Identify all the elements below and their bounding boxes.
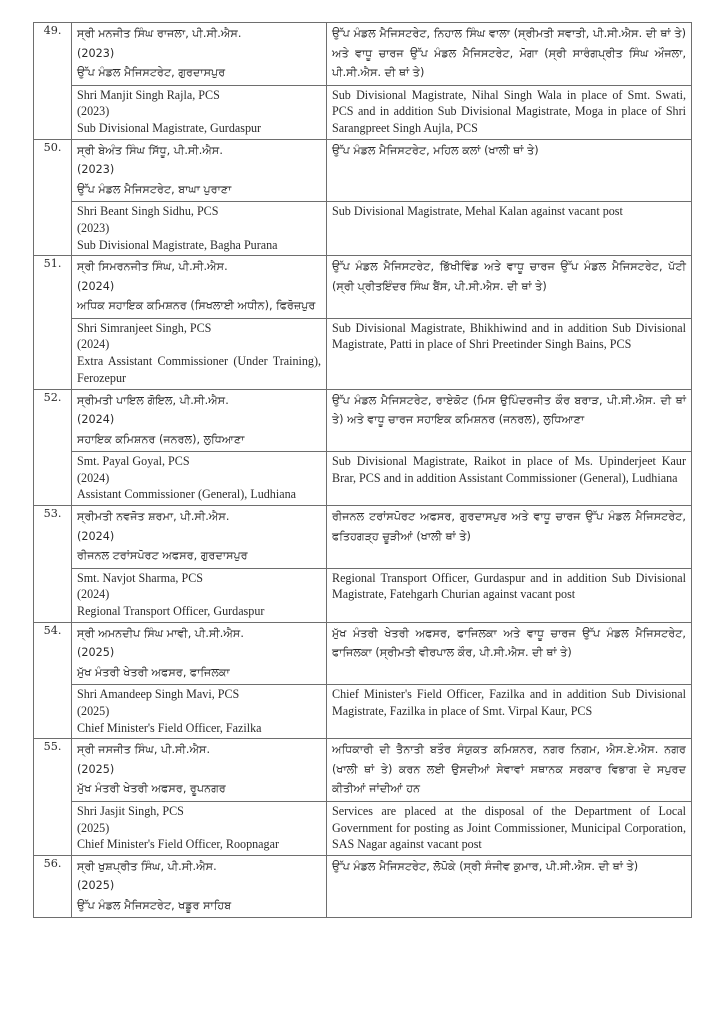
- entry-row-punjabi: [34, 23, 692, 86]
- new-posting-punjabi: ਉੱਪ ਮੰਡਲ ਮੈਜਿਸਟਰੇਟ, ਨਿਹਾਲ ਸਿੰਘ ਵਾਲਾ (ਸ੍ਰੀਮਤੀ ਸਵਾਤੀ, ਪੀ.ਸੀ.ਐਸ. ਦੀ ਥਾਂ ਤੇ) ਅਤੇ ਵਾਧੂ ਚਾਰਜ ਉੱਪ ਮੰਡਲ ਮੈਜਿਸਟਰੇਟ, ਮੋਗਾ (ਸ੍ਰੀ ਸਾਰੰਗਪ੍ਰੀਤ ਸਿੰਘ ਔਜਲਾ, ਪੀ.ਸੀ.ਐਸ. ਦੀ ਥਾਂ ਤੇ): [327, 23, 692, 86]
- current-post-punjabi: ਉੱਪ ਮੰਡਲ ਮੈਜਿਸਟਰੇਟ, ਗੁਰਦਾਸਪੁਰ: [77, 66, 226, 79]
- batch-year-punjabi: (2025): [77, 879, 115, 893]
- entry-row-punjabi: [34, 389, 692, 452]
- current-post-english: Extra Assistant Commissioner (Under Training), Ferozepur: [77, 354, 321, 385]
- entry-row-english: [34, 568, 692, 622]
- current-post-punjabi: ਅਧਿਕ ਸਹਾਇਕ ਕਮਿਸ਼ਨਰ (ਸਿਖਲਾਈ ਅਧੀਨ), ਫਿਰੋਜ਼ਪੁਰ: [77, 299, 316, 313]
- new-posting-punjabi: ਮੁੱਖ ਮੰਤਰੀ ਖੇਤਰੀ ਅਫਸਰ, ਫਾਜਿਲਕਾ ਅਤੇ ਵਾਧੂ ਚਾਰਜ ਉੱਪ ਮੰਡਲ ਮੈਜਿਸਟਰੇਟ, ਫਾਜਿਲਕਾ (ਸ੍ਰੀਮਤੀ ਵੀਰਪਾਲ ਕੌਰ, ਪੀ.ਸੀ.ਐਸ. ਦੀ ਥਾਂ ਤੇ): [327, 622, 692, 685]
- new-posting-punjabi: ਉੱਪ ਮੰਡਲ ਮੈਜਿਸਟਰੇਟ, ਭਿੱਖੀਵਿੰਡ ਅਤੇ ਵਾਧੂ ਚਾਰਜ ਉੱਪ ਮੰਡਲ ਮੈਜਿਸਟਰੇਟ, ਪੱਟੀ (ਸ੍ਰੀ ਪ੍ਰੀਤਇੰਦਰ ਸਿੰਘ ਬੈਂਸ, ਪੀ.ਸੀ.ਐਸ. ਦੀ ਥਾਂ ਤੇ): [327, 256, 692, 319]
- serial-number: 51.: [34, 256, 72, 389]
- officer-cell-punjabi: [72, 256, 327, 319]
- serial-number: 53.: [34, 506, 72, 623]
- officer-name-english: Shri Manjit Singh Rajla, PCS: [77, 87, 220, 102]
- officer-cell-punjabi: [72, 139, 327, 202]
- current-post-punjabi: ਉੱਪ ਮੰਡਲ ਮੈਜਿਸਟਰੇਟ, ਖਡੂਰ ਸਾਹਿਬ: [77, 898, 232, 912]
- new-posting-punjabi: ਉੱਪ ਮੰਡਲ ਮੈਜਿਸਟਰੇਟ, ਰਾਏਕੋਟ (ਮਿਸ ਉਪਿੰਦਰਜੀਤ ਕੌਰ ਬਰਾੜ, ਪੀ.ਸੀ.ਐਸ. ਦੀ ਥਾਂ ਤੇ) ਅਤੇ ਵਾਧੂ ਚਾਰਜ ਸਹਾਇਕ ਕਮਿਸ਼ਨਰ (ਜਨਰਲ), ਲੁਧਿਆਣਾ: [327, 389, 692, 452]
- officer-name-english: Shri Beant Singh Sidhu, PCS: [77, 204, 219, 219]
- new-posting-punjabi: ਅਧਿਕਾਰੀ ਦੀ ਤੈਨਾਤੀ ਬਤੌਰ ਸੰਯੁਕਤ ਕਮਿਸ਼ਨਰ, ਨਗਰ ਨਿਗਮ, ਐਸ.ਏ.ਐਸ. ਨਗਰ (ਖਾਲੀ ਥਾਂ ਤੇ) ਕਰਨ ਲਈ ਉਸਦੀਆਂ ਸੇਵਾਵਾਂ ਸਥਾਨਕ ਸਰਕਾਰ ਵਿਭਾਗ ਦੇ ਸਪੁਰਦ ਕੀਤੀਆਂ ਜਾਂਦੀਆਂ ਹਨ: [327, 739, 692, 802]
- entry-row-english: [34, 685, 692, 739]
- batch-year-english: (2025): [77, 820, 110, 835]
- officer-name-english: Smt. Navjot Sharma, PCS: [77, 570, 203, 585]
- new-posting-english: Sub Divisional Magistrate, Nihal Singh Wala in place of Smt. Swati, PCS and in addition Sub Divisional Magistrate, Moga in place of Shri Sarangpreet Singh Aujla, PCS: [327, 85, 692, 139]
- entry-row-punjabi: [34, 506, 692, 569]
- new-posting-english: Services are placed at the disposal of the Department of Local Government for posting as Joint Commissioner, Municipal Corporation, SAS Nagar against vacant post: [327, 801, 692, 855]
- current-post-english: Chief Minister's Field Officer, Fazilka: [77, 720, 262, 735]
- entry-row-english: [34, 85, 692, 139]
- new-posting-punjabi: ਉੱਪ ਮੰਡਲ ਮੈਜਿਸਟਰੇਟ, ਮਹਿਲ ਕਲਾਂ (ਖਾਲੀ ਥਾਂ ਤੇ): [327, 139, 692, 202]
- officer-cell-punjabi: [72, 739, 327, 802]
- entry-row-punjabi: [34, 622, 692, 685]
- entry-row-punjabi: [34, 855, 692, 918]
- new-posting-punjabi: ਉੱਪ ਮੰਡਲ ਮੈਜਿਸਟਰੇਟ, ਲੋਪੋਕੇ (ਸ੍ਰੀ ਸੰਜੀਵ ਕੁਮਾਰ, ਪੀ.ਸੀ.ਐਸ. ਦੀ ਥਾਂ ਤੇ): [327, 855, 692, 918]
- officer-name-punjabi: ਸ੍ਰੀਮਤੀ ਪਾਇਲ ਗੋਇਲ, ਪੀ.ਸੀ.ਐਸ.: [77, 393, 229, 407]
- entry-row-english: [34, 202, 692, 256]
- officer-name-punjabi: ਸ੍ਰੀ ਮਨਜੀਤ ਸਿੰਘ ਰਾਜਲਾ, ਪੀ.ਸੀ.ਐਸ.: [77, 27, 242, 40]
- batch-year-english: (2024): [77, 470, 110, 485]
- officer-cell-punjabi: [72, 506, 327, 569]
- officer-cell-punjabi: [72, 855, 327, 918]
- current-post-punjabi: ਉੱਪ ਮੰਡਲ ਮੈਜਿਸਟਰੇਟ, ਬਾਘਾ ਪੁਰਾਣਾ: [77, 182, 232, 196]
- current-post-english: Chief Minister's Field Officer, Roopnagar: [77, 837, 279, 852]
- current-post-english: Assistant Commissioner (General), Ludhiana: [77, 487, 296, 502]
- entry-row-punjabi: [34, 139, 692, 202]
- serial-number: 56.: [34, 855, 72, 918]
- current-post-punjabi: ਮੁੱਖ ਮੰਤਰੀ ਖੇਤਰੀ ਅਫਸਰ, ਫਾਜਿਲਕਾ: [77, 665, 230, 679]
- entry-row-english: [34, 801, 692, 855]
- new-posting-english: Sub Divisional Magistrate, Raikot in place of Ms. Upinderjeet Kaur Brar, PCS and in addition Assistant Commissioner (General), Ludhiana: [327, 452, 692, 506]
- serial-number: 52.: [34, 389, 72, 506]
- officer-name-english: Shri Jasjit Singh, PCS: [77, 803, 184, 818]
- entry-row-english: [34, 452, 692, 506]
- officer-name-punjabi: ਸ੍ਰੀ ਖੁਸ਼ਪ੍ਰੀਤ ਸਿੰਘ, ਪੀ.ਸੀ.ਐਸ.: [77, 859, 217, 873]
- new-posting-english: Sub Divisional Magistrate, Mehal Kalan against vacant post: [327, 202, 692, 256]
- officer-name-punjabi: ਸ੍ਰੀ ਅਮਨਦੀਪ ਸਿੰਘ ਮਾਵੀ, ਪੀ.ਸੀ.ਐਸ.: [77, 626, 244, 640]
- batch-year-punjabi: (2024): [77, 529, 115, 543]
- officer-name-english: Smt. Payal Goyal, PCS: [77, 454, 190, 469]
- new-posting-punjabi: ਰੀਜਨਲ ਟਰਾਂਸਪੋਰਟ ਅਫਸਰ, ਗੁਰਦਾਸਪੁਰ ਅਤੇ ਵਾਧੂ ਚਾਰਜ ਉੱਪ ਮੰਡਲ ਮੈਜਿਸਟਰੇਟ, ਫਤਿਹਗੜ੍ਹ ਚੂੜੀਆਂ (ਖਾਲੀ ਥਾਂ ਤੇ): [327, 506, 692, 569]
- officer-cell-english: [72, 801, 327, 855]
- officer-cell-english: [72, 85, 327, 139]
- batch-year-english: (2024): [77, 337, 110, 352]
- current-post-english: Regional Transport Officer, Gurdaspur: [77, 604, 265, 619]
- officer-name-english: Shri Simranjeet Singh, PCS: [77, 320, 212, 335]
- batch-year-punjabi: (2023): [77, 46, 115, 60]
- officer-cell-punjabi: [72, 389, 327, 452]
- officer-cell-english: [72, 685, 327, 739]
- batch-year-english: (2025): [77, 703, 110, 718]
- batch-year-punjabi: (2023): [77, 163, 115, 177]
- current-post-english: Sub Divisional Magistrate, Bagha Purana: [77, 237, 278, 252]
- officer-cell-punjabi: [72, 23, 327, 86]
- officer-name-english: Shri Amandeep Singh Mavi, PCS: [77, 687, 240, 702]
- current-post-punjabi: ਸਹਾਇਕ ਕਮਿਸ਼ਨਰ (ਜਨਰਲ), ਲੁਧਿਆਣਾ: [77, 432, 245, 446]
- serial-number: 49.: [34, 23, 72, 140]
- new-posting-english: Regional Transport Officer, Gurdaspur and in addition Sub Divisional Magistrate, Fatehgarh Churian against vacant post: [327, 568, 692, 622]
- officer-cell-english: [72, 202, 327, 256]
- batch-year-punjabi: (2025): [77, 646, 115, 660]
- officer-name-punjabi: ਸ੍ਰੀ ਬੇਅੰਤ ਸਿੰਘ ਸਿੱਧੂ, ਪੀ.ਸੀ.ਐਸ.: [77, 143, 223, 157]
- officer-cell-english: [72, 318, 327, 389]
- batch-year-english: (2024): [77, 587, 110, 602]
- officer-name-punjabi: ਸ੍ਰੀਮਤੀ ਨਵਜੋਤ ਸ਼ਰਮਾ, ਪੀ.ਸੀ.ਐਸ.: [77, 510, 230, 524]
- officer-cell-english: [72, 452, 327, 506]
- serial-number: 55.: [34, 739, 72, 856]
- entry-row-punjabi: [34, 739, 692, 802]
- transfer-posting-table: [33, 22, 692, 918]
- batch-year-english: (2023): [77, 104, 110, 119]
- entry-row-english: [34, 318, 692, 389]
- batch-year-punjabi: (2025): [77, 762, 115, 776]
- officer-cell-punjabi: [72, 622, 327, 685]
- batch-year-punjabi: (2024): [77, 279, 115, 293]
- entry-row-punjabi: [34, 256, 692, 319]
- serial-number: 50.: [34, 139, 72, 256]
- new-posting-english: Sub Divisional Magistrate, Bhikhiwind and in addition Sub Divisional Magistrate, Patti in place of Shri Preetinder Singh Bains, PCS: [327, 318, 692, 389]
- batch-year-punjabi: (2024): [77, 413, 115, 427]
- new-posting-english: Chief Minister's Field Officer, Fazilka and in addition Sub Divisional Magistrate, Fazilka in place of Smt. Virpal Kaur, PCS: [327, 685, 692, 739]
- officer-name-punjabi: ਸ੍ਰੀ ਸਿਮਰਨਜੀਤ ਸਿੰਘ, ਪੀ.ਸੀ.ਐਸ.: [77, 260, 228, 274]
- batch-year-english: (2023): [77, 220, 110, 235]
- officer-name-punjabi: ਸ੍ਰੀ ਜਸਜੀਤ ਸਿੰਘ, ਪੀ.ਸੀ.ਐਸ.: [77, 743, 211, 757]
- current-post-punjabi: ਮੁੱਖ ਮੰਤਰੀ ਖੇਤਰੀ ਅਫਸਰ, ਰੂਪਨਗਰ: [77, 782, 226, 796]
- officer-cell-english: [72, 568, 327, 622]
- current-post-english: Sub Divisional Magistrate, Gurdaspur: [77, 120, 262, 135]
- current-post-punjabi: ਰੀਜਨਲ ਟਰਾਂਸਪੋਰਟ ਅਫਸਰ, ਗੁਰਦਾਸਪੁਰ: [77, 549, 248, 563]
- serial-number: 54.: [34, 622, 72, 739]
